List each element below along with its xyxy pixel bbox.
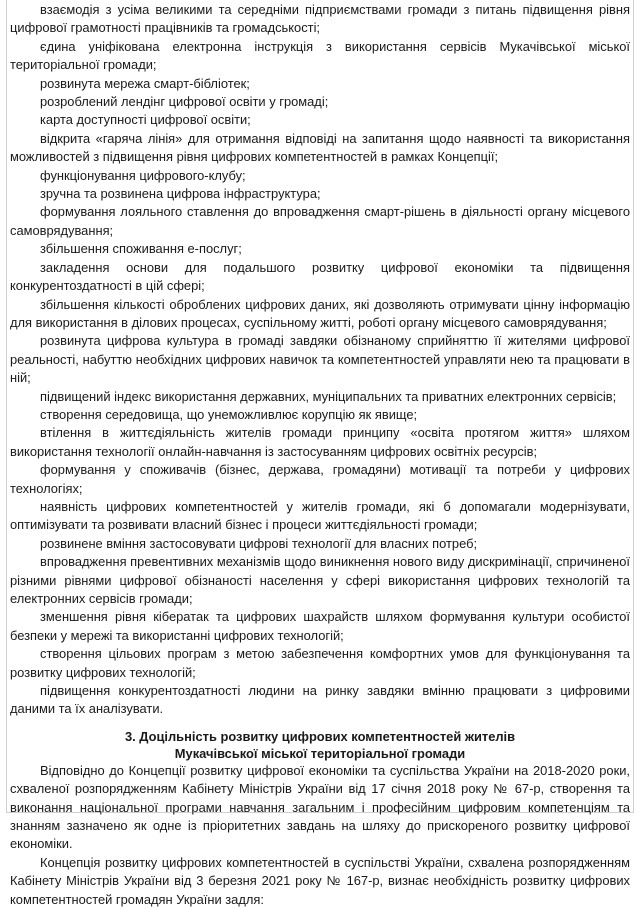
list-item: формування у споживачів (бізнес, держава, громадяни) мотивації та потреби у цифрових технологіях;	[10, 462, 630, 496]
list-item: впровадження превентивних механізмів щодо виникнення нового виду дискримінації, спричиненої різними рівнями цифрової обізнаності населення у сфері використання цифрових технологій та електронних сервісів громади;	[10, 554, 630, 606]
section-heading	[10, 728, 630, 762]
list-item: створення цільових програм з метою забезпечення комфортних умов для функціонування та розвитку цифрових технологій;	[10, 646, 630, 680]
list-item: формування лояльного ставлення до впровадження смарт-рішень в діяльності органу місцевого самоврядування;	[10, 204, 630, 238]
list-item: підвищення конкурентоздатності людини на ринку завдяки вмінню працювати з цифровими даними та їх аналізувати.	[10, 683, 630, 717]
list-item: карта доступності цифрової освіти;	[40, 112, 251, 128]
list-item: створення середовища, що унеможливлює корупцію як явище;	[40, 406, 418, 422]
list-item: закладення основи для подальшого розвитку цифрової економіки та підвищення конкурентоздатності в цій сфері;	[10, 259, 630, 294]
list-item: розвинута мережа смарт-бібліотек;	[40, 75, 250, 91]
list-item: наявність цифрових компетентностей у жителів громади, які б допомагали модернізувати, оптимізувати та розвивати власний бізнес і процеси життєдіяльності громади;	[10, 498, 630, 533]
list-item: зручна та розвинена цифрова інфраструктура;	[40, 186, 321, 202]
list-item: розроблений лендінг цифрової освіти у громаді;	[40, 94, 329, 110]
body-paragraph: Відповідно до Концепції розвитку цифрової економіки та суспільства України на 2018-2020 роки, схваленої розпорядженням Кабінету Міністрів України від 17 січня 2018 року № 67-р, створення та виконання національної програми навчання загальним і професійним цифровим компетенціям та знанням зазначено як одне із пріоритетних завдань на шляху до прискореного розвитку цифрової економіки.	[10, 762, 630, 852]
list-item: підвищений індекс використання державних, муніципальних та приватних електронних сервісів;	[40, 388, 617, 404]
document-content	[10, 0, 630, 909]
expected-results-list	[10, 1, 630, 719]
list-item: функціонування цифрового-клубу;	[40, 167, 246, 183]
list-item: розвинене вміння застосовувати цифрові технології для власних потреб;	[40, 535, 478, 551]
list-item: розвинута цифрова культура в громаді завдяки обізнаному сприйняттю її жителями цифрової реальності, набуттю необхідних цифрових навичок та компетентностей управляти нею та працювати в ній;	[10, 333, 630, 386]
list-item: відкрита «гаряча лінія» для отримання відповіді на запитання щодо наявності та використання можливостей з підвищення рівня цифрових компетентностей в рамках Концепції;	[10, 130, 630, 165]
body-paragraph: Концепція розвитку цифрових компетентностей в суспільстві України, схвалена розпорядженням Кабінету Міністрів України від 3 березня 2021 року № 167-р, визнає необхідність розвитку цифрових компетентностей громадян України задля:	[10, 854, 630, 907]
list-item: єдина уніфікована електронна інструкція з використання сервісів Мукачівської міської територіальної громади;	[10, 38, 630, 73]
list-item: втілення в життєдіяльність жителів громади принципу «освіта протягом життя» шляхом використання технології онлайн-навчання із застосуванням цифрових освітніх ресурсів;	[10, 425, 630, 459]
section-title-line-1: 3. Доцільність розвитку цифрових компетентностей жителів	[124, 728, 516, 744]
list-item: збільшення споживання е-послуг;	[40, 241, 242, 257]
list-item: збільшення кількості оброблених цифрових даних, які дозволяють отримувати цінну інформацію для використання в ділових процесах, суспільному житті, роботі органу місцевого самоврядування;	[10, 296, 630, 330]
list-item: взаємодія з усіма великими та середніми підприємствами громади з питань підвищення рівня цифрової грамотності працівників та громадськості;	[10, 2, 630, 36]
section-title-line-2: Мукачівської міської територіальної громади	[174, 745, 466, 761]
list-item: зменшення рівня кібератак та цифрових шахрайств шляхом формування культури особистої безпеки у мережі та використанні цифрових технологій;	[10, 609, 630, 643]
